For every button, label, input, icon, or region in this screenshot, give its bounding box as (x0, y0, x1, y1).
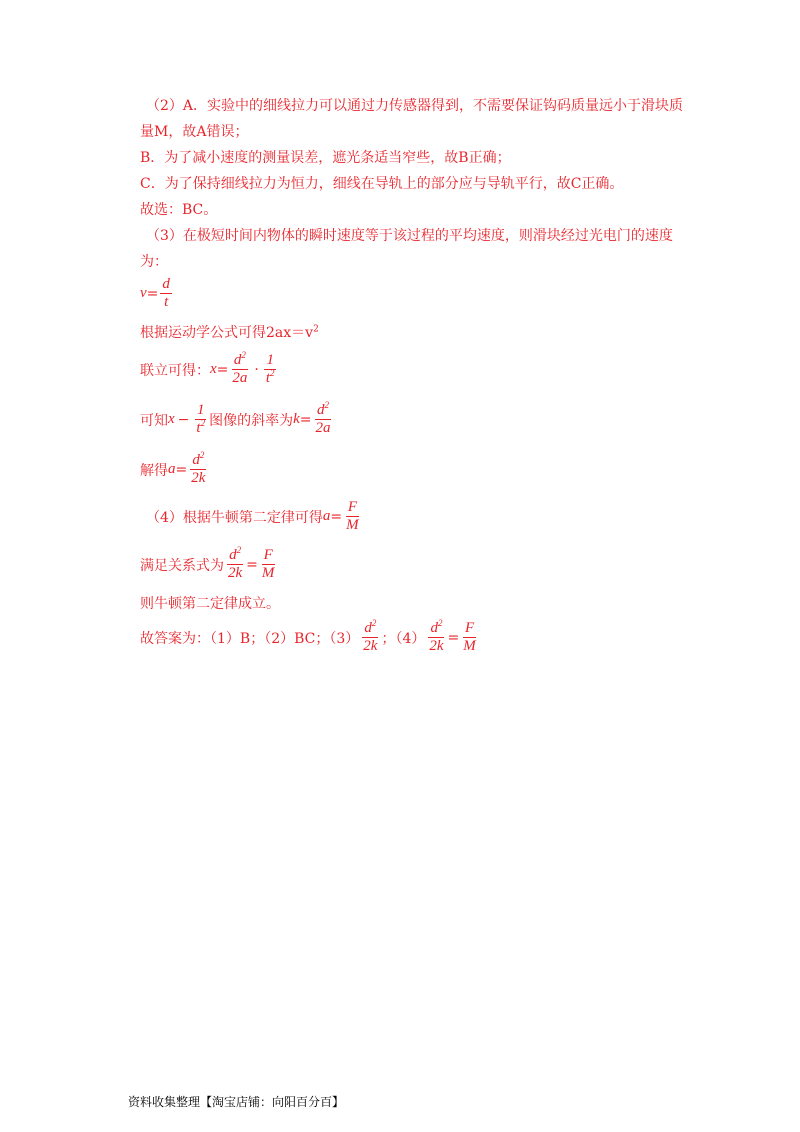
page-footer: 资料收集整理【淘宝店铺：向阳百分百】 (128, 1095, 345, 1109)
kinematics-line: 根据运动学公式可得$2ax=v^2$ (140, 324, 319, 341)
combined-equation: 联立可得： x = $\frac{d^2}{2a}$ · $\frac{1}{t^2}$ (140, 350, 275, 386)
option-b-line: B．为了减小速度的测量误差，遮光条适当窄些，故B正确； (140, 150, 511, 166)
newton-equation: （4）根据牛顿第二定律可得 a = $\frac{F}{M}$ (146, 499, 359, 533)
slope-equation: 可知 x − $\frac{1}{t^2}$ 图像的斜率为 k = $\frac{d^2}{2a}$ (140, 400, 331, 436)
paragraph-2-line-2: 量M，故A错误； (140, 124, 249, 140)
paragraph-3-line-2: 为： (140, 254, 168, 270)
conclusion-line: 则牛顿第二定律成立。 (140, 596, 280, 612)
solve-equation: 解得 a = $\frac{d^2}{2k}$ (140, 450, 206, 486)
paragraph-3-line-1: （3）在极短时间内物体的瞬时速度等于该过程的平均速度，则滑块经过光电门的速度 (146, 228, 673, 244)
relation-equation: 满足关系式为 $\frac{d^2}{2k}$ = $\frac{F}{M}$ (140, 545, 275, 581)
choice-line: 故选：BC。 (140, 202, 218, 218)
option-c-line: C．为了保持细线拉力为恒力，细线在导轨上的部分应与导轨平行，故C正确。 (140, 176, 624, 192)
answer-line: 故答案为：（1）B；（2）BC；（3） $\frac{d^2}{2k}$ ；（4） $\frac{d^2}{2k}$ = $\frac{F}{M}$ (140, 618, 476, 654)
paragraph-2-line-1: （2）A．实验中的细线拉力可以通过力传感器得到，不需要保证钩码质量远小于滑块质 (146, 98, 684, 114)
velocity-fraction: $\frac{d}{t}$ (162, 276, 170, 310)
velocity-equation: v = $\frac{d}{t}$ (140, 276, 170, 310)
